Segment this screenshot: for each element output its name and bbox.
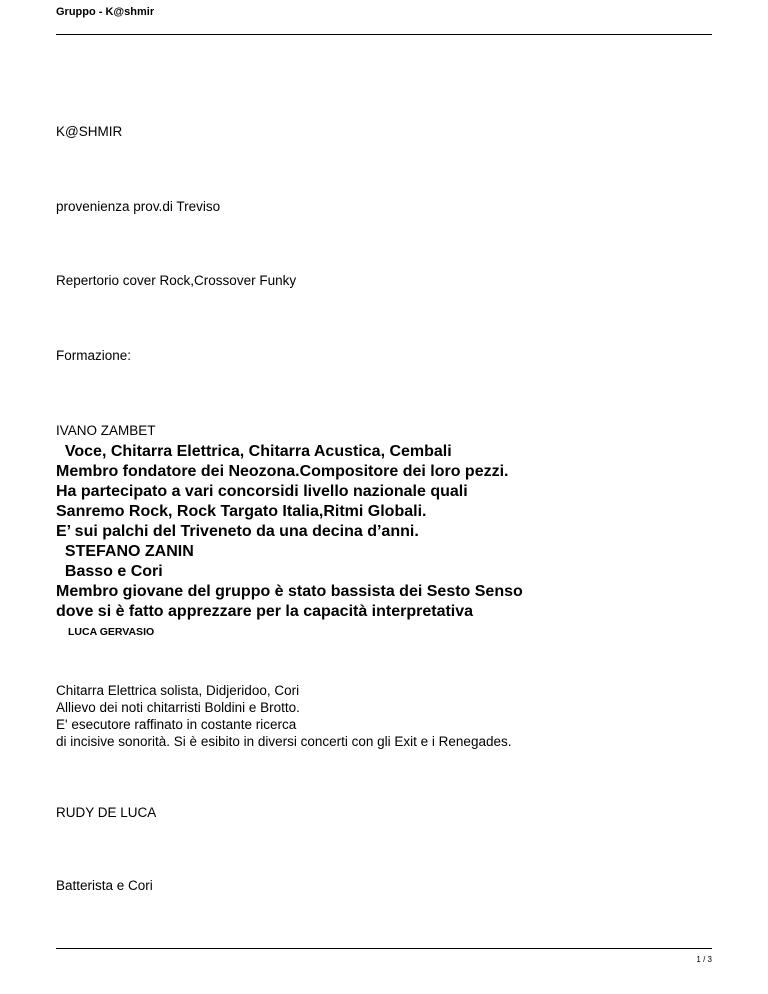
band-name: K@SHMIR [56, 124, 123, 139]
description-line: Chitarra Elettrica solista, Didjeridoo, Cori [56, 683, 300, 698]
member-description-luca [56, 682, 511, 750]
member-name-rudy: RUDY DE LUCA [56, 805, 157, 820]
bold-line: Sanremo Rock, Rock Targato Italia,Ritmi Globali. [56, 503, 427, 520]
bold-line: Membro fondatore dei Neozona.Compositore dei loro pezzi. [56, 463, 509, 480]
description-line: di incisive sonorità. Si è esibito in diversi concerti con gli Exit e i Renegades. [56, 734, 512, 749]
bold-description-block [56, 442, 523, 622]
provenance-text: provenienza prov.di Treviso [56, 199, 221, 214]
description-line: Allievo dei noti chitarristi Boldini e Brotto. [56, 700, 300, 715]
formation-label: Formazione: [56, 348, 132, 363]
header-divider [56, 34, 712, 35]
member-name-ivano: IVANO ZAMBET [56, 423, 156, 438]
member-name-luca: LUCA GERVASIO [68, 626, 155, 638]
bold-line: Ha partecipato a vari concorsidi livello nazionale quali [56, 483, 468, 500]
member-role-rudy: Batterista e Cori [56, 878, 153, 893]
page-number: 1 / 3 [696, 955, 712, 964]
member-name-stefano: STEFANO ZANIN [56, 543, 194, 560]
bold-line: Voce, Chitarra Elettrica, Chitarra Acustica, Cembali [56, 443, 452, 460]
repertoire-text: Repertorio cover Rock,Crossover Funky [56, 273, 297, 288]
description-line: E' esecutore raffinato in costante ricerca [56, 717, 297, 732]
bold-line: Membro giovane del gruppo è stato bassista dei Sesto Senso [56, 583, 523, 600]
bold-line: dove si è fatto apprezzare per la capacità interpretativa [56, 603, 474, 620]
footer-divider [56, 948, 712, 949]
member-role-stefano: Basso e Cori [56, 563, 163, 580]
bold-line: E’ sui palchi del Triveneto da una decina d’anni. [56, 523, 419, 540]
page-header-title: Gruppo - K@shmir [56, 6, 155, 18]
